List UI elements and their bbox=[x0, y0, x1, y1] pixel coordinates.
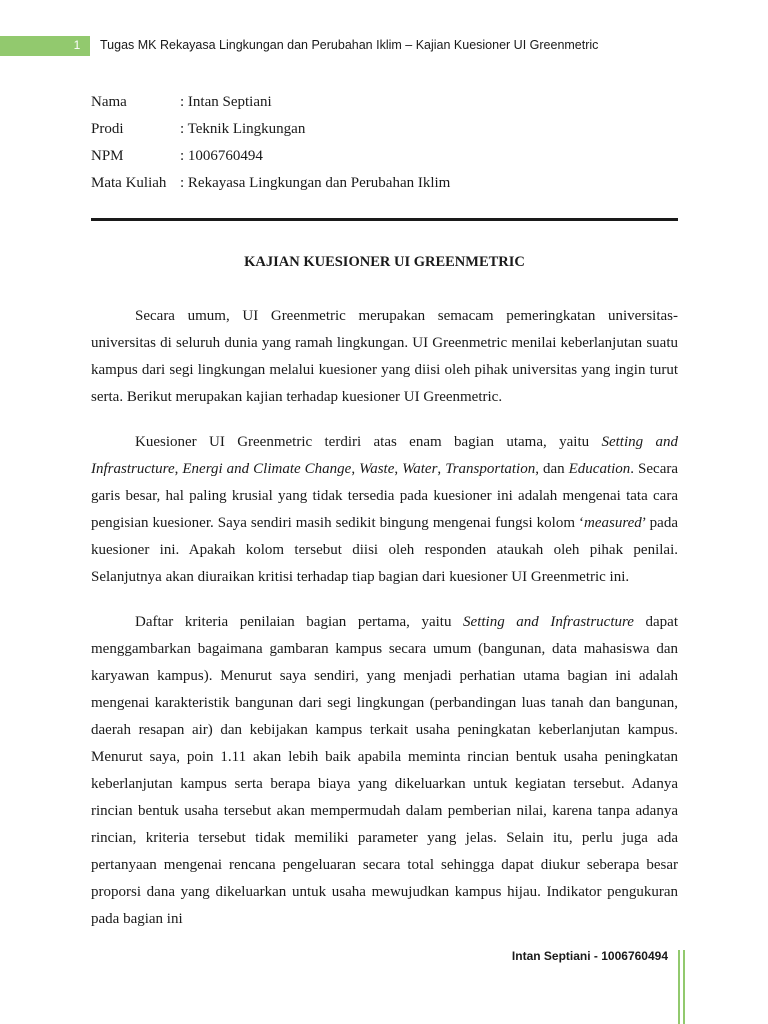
italic-term: Energi and Climate Change bbox=[182, 461, 352, 477]
text: dapat menggambarkan bagaimana gambaran kampus secara umum (bangunan, data mahasiswa dan karyawan kampus). Menurut saya sendiri, yang menjadi perhatian utama bagian ini adalah mengenai karakteristik bangunan dari segi lingkungan (perbandingan luas tanah dan bangunan, daerah resapan air) dan kebijakan kampus terkait usaha peningkatan keberlanjutan kampus. Menurut saya, poin 1.11 akan lebih baik apabila meminta rincian bentuk usaha peningkatan keberlanjutan kampus serta berapa biaya yang dikeluarkan untuk kegiatan tersebut. Adanya rincian bentuk usaha tersebut akan mempermudah dalam pemberian nilai, karena tanpa adanya rincian, kriteria tersebut tidak memiliki parameter yang jelas. Selain itu, perlu juga ada pertanyaan mengenai rencana pengeluaran secara total sehingga dapat diukur seberapa besar proporsi dana yang dikeluarkan untuk usaha mewujudkan kampus hijau. Indikator pengukuran pada bagian ini bbox=[91, 614, 678, 927]
italic-term: Setting and Infrastructure bbox=[463, 614, 634, 630]
italic-term: Education bbox=[568, 461, 631, 477]
info-value: : Intan Septiani bbox=[180, 94, 272, 110]
text: Kuesioner UI Greenmetric terdiri atas enam bagian utama, yaitu bbox=[135, 434, 602, 450]
italic-term: measured bbox=[584, 515, 642, 531]
info-label: NPM bbox=[91, 148, 124, 164]
italic-term: Setting and Infrastructure bbox=[91, 434, 678, 477]
text: . Secara garis besar, hal paling krusial yang tidak tersedia pada kuesioner ini adalah mengenai tata cara pengisian kuesioner. Saya sendiri masih sedikit bingung mengenai fungsi kolom ‘ bbox=[91, 461, 679, 531]
page-number: 1 bbox=[73, 38, 81, 52]
info-row-mata-kuliah bbox=[91, 172, 450, 199]
footer-accent-line bbox=[683, 950, 685, 1024]
text: , dan bbox=[535, 461, 569, 477]
text: , bbox=[437, 461, 446, 477]
italic-term: Transportation bbox=[445, 461, 536, 477]
italic-term: Water bbox=[402, 461, 438, 477]
info-value: : Teknik Lingkungan bbox=[180, 121, 306, 137]
info-label: Mata Kuliah bbox=[91, 175, 167, 191]
italic-term: Waste bbox=[359, 461, 395, 477]
horizontal-rule bbox=[91, 218, 678, 221]
document-body bbox=[91, 303, 678, 951]
footer-accent-line bbox=[678, 950, 680, 1024]
info-value: : 1006760494 bbox=[180, 148, 263, 164]
text: Daftar kriteria penilaian bagian pertama, yaitu bbox=[135, 614, 464, 630]
text: , bbox=[174, 461, 183, 477]
info-row-nama bbox=[91, 91, 450, 118]
info-row-prodi bbox=[91, 118, 450, 145]
info-label: Nama bbox=[91, 94, 127, 110]
paragraph-2 bbox=[91, 429, 678, 591]
paragraph-1: Secara umum, UI Greenmetric merupakan semacam pemeringkatan universitas-universitas di seluruh dunia yang ramah lingkungan. UI Greenmetric menilai keberlanjutan suatu kampus dari segi lingkungan melalui kuesioner yang diisi oleh pihak universitas yang ingin turut serta. Berikut merupakan kajian terhadap kuesioner UI Greenmetric. bbox=[91, 308, 678, 405]
paragraph-3 bbox=[91, 609, 678, 933]
document-title: KAJIAN KUESIONER UI GREENMETRIC bbox=[244, 254, 525, 270]
header-title: Tugas MK Rekayasa Lingkungan dan Perubahan Iklim – Kajian Kuesioner UI Greenmetric bbox=[100, 38, 599, 52]
text: , bbox=[394, 461, 403, 477]
info-row-npm bbox=[91, 145, 450, 172]
info-label: Prodi bbox=[91, 121, 124, 137]
text: , bbox=[351, 461, 360, 477]
text: ’ pada kuesioner ini. Apakah kolom tersebut diisi oleh responden ataukah oleh pihak penilai. Selanjutnya akan diuraikan kritisi terhadap tiap bagian dari kuesioner UI Greenmetric ini. bbox=[91, 515, 678, 585]
info-value: : Rekayasa Lingkungan dan Perubahan Iklim bbox=[180, 175, 451, 191]
footer-author: Intan Septiani - 1006760494 bbox=[511, 949, 668, 963]
student-info bbox=[91, 91, 450, 199]
